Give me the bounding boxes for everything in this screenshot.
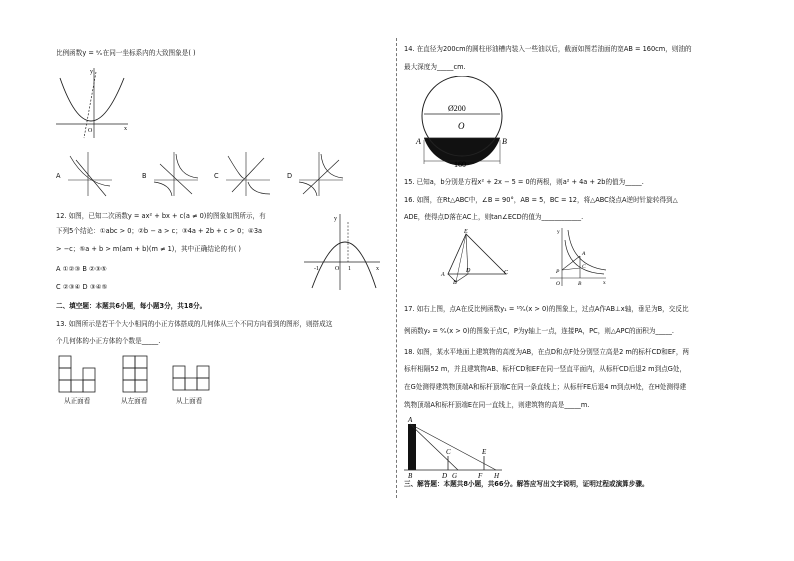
- q17-point-b: B: [578, 281, 582, 287]
- q18-point-d: D: [442, 472, 448, 478]
- q13-line2: 个几何体的小正方体的个数是_____.: [56, 337, 161, 345]
- q11-origin-label: O: [88, 128, 93, 134]
- q13-left-view: [122, 355, 152, 393]
- q11-option-c: [214, 150, 274, 200]
- option-letter: D: [287, 172, 293, 180]
- q12-line3: > −c；⑤a + b > m(am + b)(m ≠ 1)，其中正确结论的有( ): [56, 245, 241, 253]
- q18-point-h: H: [494, 472, 500, 478]
- q13-front-view: [58, 355, 102, 393]
- q12-one-label: 1: [348, 266, 351, 272]
- q16-point-a: A: [441, 272, 445, 278]
- q13-top-caption: 从上面看: [176, 397, 203, 405]
- q17-point-p: P: [556, 269, 560, 275]
- q11-option-d: [287, 150, 347, 200]
- option-letter: B: [142, 172, 147, 180]
- q12-origin-label: O: [335, 266, 340, 272]
- q16-line1: 16. 如图，在Rt△ABC中，∠B = 90°，AB = 5，BC = 12，将△ABC绕点A逆时针旋转得到△: [404, 196, 678, 204]
- q11-parabola-figure: [52, 64, 132, 144]
- option-letter: C: [214, 172, 219, 180]
- q17-point-c: C: [582, 264, 586, 270]
- q18-point-b: B: [408, 472, 413, 478]
- q18-point-f: F: [478, 472, 483, 478]
- q14-width-label: 160: [454, 160, 466, 168]
- q17-point-a: A: [582, 251, 586, 257]
- q14-point-a: A: [416, 137, 421, 146]
- q14-diameter-label: Ø200: [448, 104, 466, 113]
- q17-reciprocal-figure: [548, 226, 608, 288]
- option-letter: A: [56, 172, 61, 180]
- q11-x-label: x: [124, 126, 127, 132]
- q14-line1: 14. 在直径为200cm的圆柱形油槽内装入一些油以后，截面如图若油面的宽AB = 160cm，则油的: [404, 45, 692, 53]
- q17-line2: 例函数y₂ = ⁶⁄ₓ(x > 0)的图象于点C，P为y轴上一点，连接PA，PC，则△APC的面积为_____.: [404, 327, 675, 335]
- q16-triangle-figure: [440, 228, 510, 284]
- q11-option-a: [56, 150, 116, 200]
- q14-oil-tank-figure: [414, 76, 510, 168]
- q14-center-label: O: [458, 121, 465, 131]
- q18-point-a: A: [408, 416, 413, 424]
- q18-line1: 18. 如图，某水平地面上建筑物的高度为AB，在点D和点F处分别竖立高是2 m的标杆CD和EF，两: [404, 348, 690, 356]
- q12-line2: 下列5个结论：①abc > 0；②b − a > c；③4a + 2b + c > 0；④3a: [56, 227, 263, 235]
- q12-line1: 12. 如图，已知二次函数y = ax² + bx + c(a ≠ 0)的图象如图所示，有: [56, 212, 266, 220]
- q12-x-label: x: [376, 266, 379, 272]
- q18-point-c: C: [446, 448, 451, 456]
- q14-point-b: B: [502, 137, 507, 146]
- q11-y-label: y: [90, 69, 93, 75]
- q12-option-row2: C ②③④ D ③④⑤: [56, 283, 108, 291]
- column-divider: [396, 38, 397, 498]
- q13-line1: 13. 如图所示是若干个大小相同的小正方体搭成的几何体从三个不同方向看到的图形，则搭成这: [56, 320, 333, 328]
- q16-line2: ADE，使得点D落在AC上，则tan∠ECD的值为____________.: [404, 213, 584, 221]
- q12-minus-one-label: -1: [314, 266, 319, 272]
- q18-line4: 筑物顶端A和标杆顶端E在同一直线上，则建筑物的高是_____m.: [404, 401, 590, 409]
- q16-point-c: C: [504, 270, 509, 276]
- q16-point-b: B: [453, 280, 457, 284]
- q12-y-label: y: [334, 216, 337, 222]
- q14-line2: 最大深度为_____cm.: [404, 63, 466, 71]
- q11-option-b: [142, 150, 202, 200]
- q15: 15. 已知a，b分别是方程x² + 2x − 5 = 0的两根，则a² + 4a + 2b的值为_____.: [404, 178, 644, 186]
- q13-front-caption: 从正面看: [64, 397, 91, 405]
- q16-point-d: D: [466, 268, 471, 274]
- q17-y-label: y: [557, 229, 560, 235]
- q13-top-view: [172, 365, 216, 393]
- q13-left-caption: 从左面看: [121, 397, 148, 405]
- q16-point-e: E: [464, 229, 468, 235]
- q17-x-label: x: [603, 280, 606, 286]
- q18-line3: 在G处测得建筑物顶端A和标杆顶端C在同一条直线上；从标杆FE后退4 m到点H处，在H处测得建: [404, 383, 687, 391]
- q18-building-figure: [402, 416, 506, 478]
- q12-option-row1: A ①②③ B ②③⑤: [56, 265, 107, 273]
- q18-point-g: G: [452, 472, 458, 478]
- q17-origin: O: [556, 281, 560, 287]
- q11-stem: 比例函数y = ᵃ⁄ₓ在同一坐标系内的大致图象是( ): [56, 49, 196, 57]
- q18-line2: 标杆相隔52 m，并且建筑物AB、标杆CD和EF在同一竖直平面内，从标杆CD后退2 m到点G处，: [404, 365, 687, 373]
- section3-heading: 三、解答题：本题共8小题，共66分。解答应写出文字说明，证明过程或演算步骤。: [404, 480, 649, 488]
- q12-parabola-figure: [300, 210, 384, 294]
- q18-point-e: E: [482, 448, 487, 456]
- q17-line1: 17. 如右上图，点A在反比例函数y₁ = ¹⁸⁄ₓ(x > 0)的图象上，过点A作AB⊥x轴，垂足为B，交反比: [404, 305, 689, 313]
- section2-heading: 二、填空题：本题共6小题，每小题3分，共18分。: [56, 302, 207, 310]
